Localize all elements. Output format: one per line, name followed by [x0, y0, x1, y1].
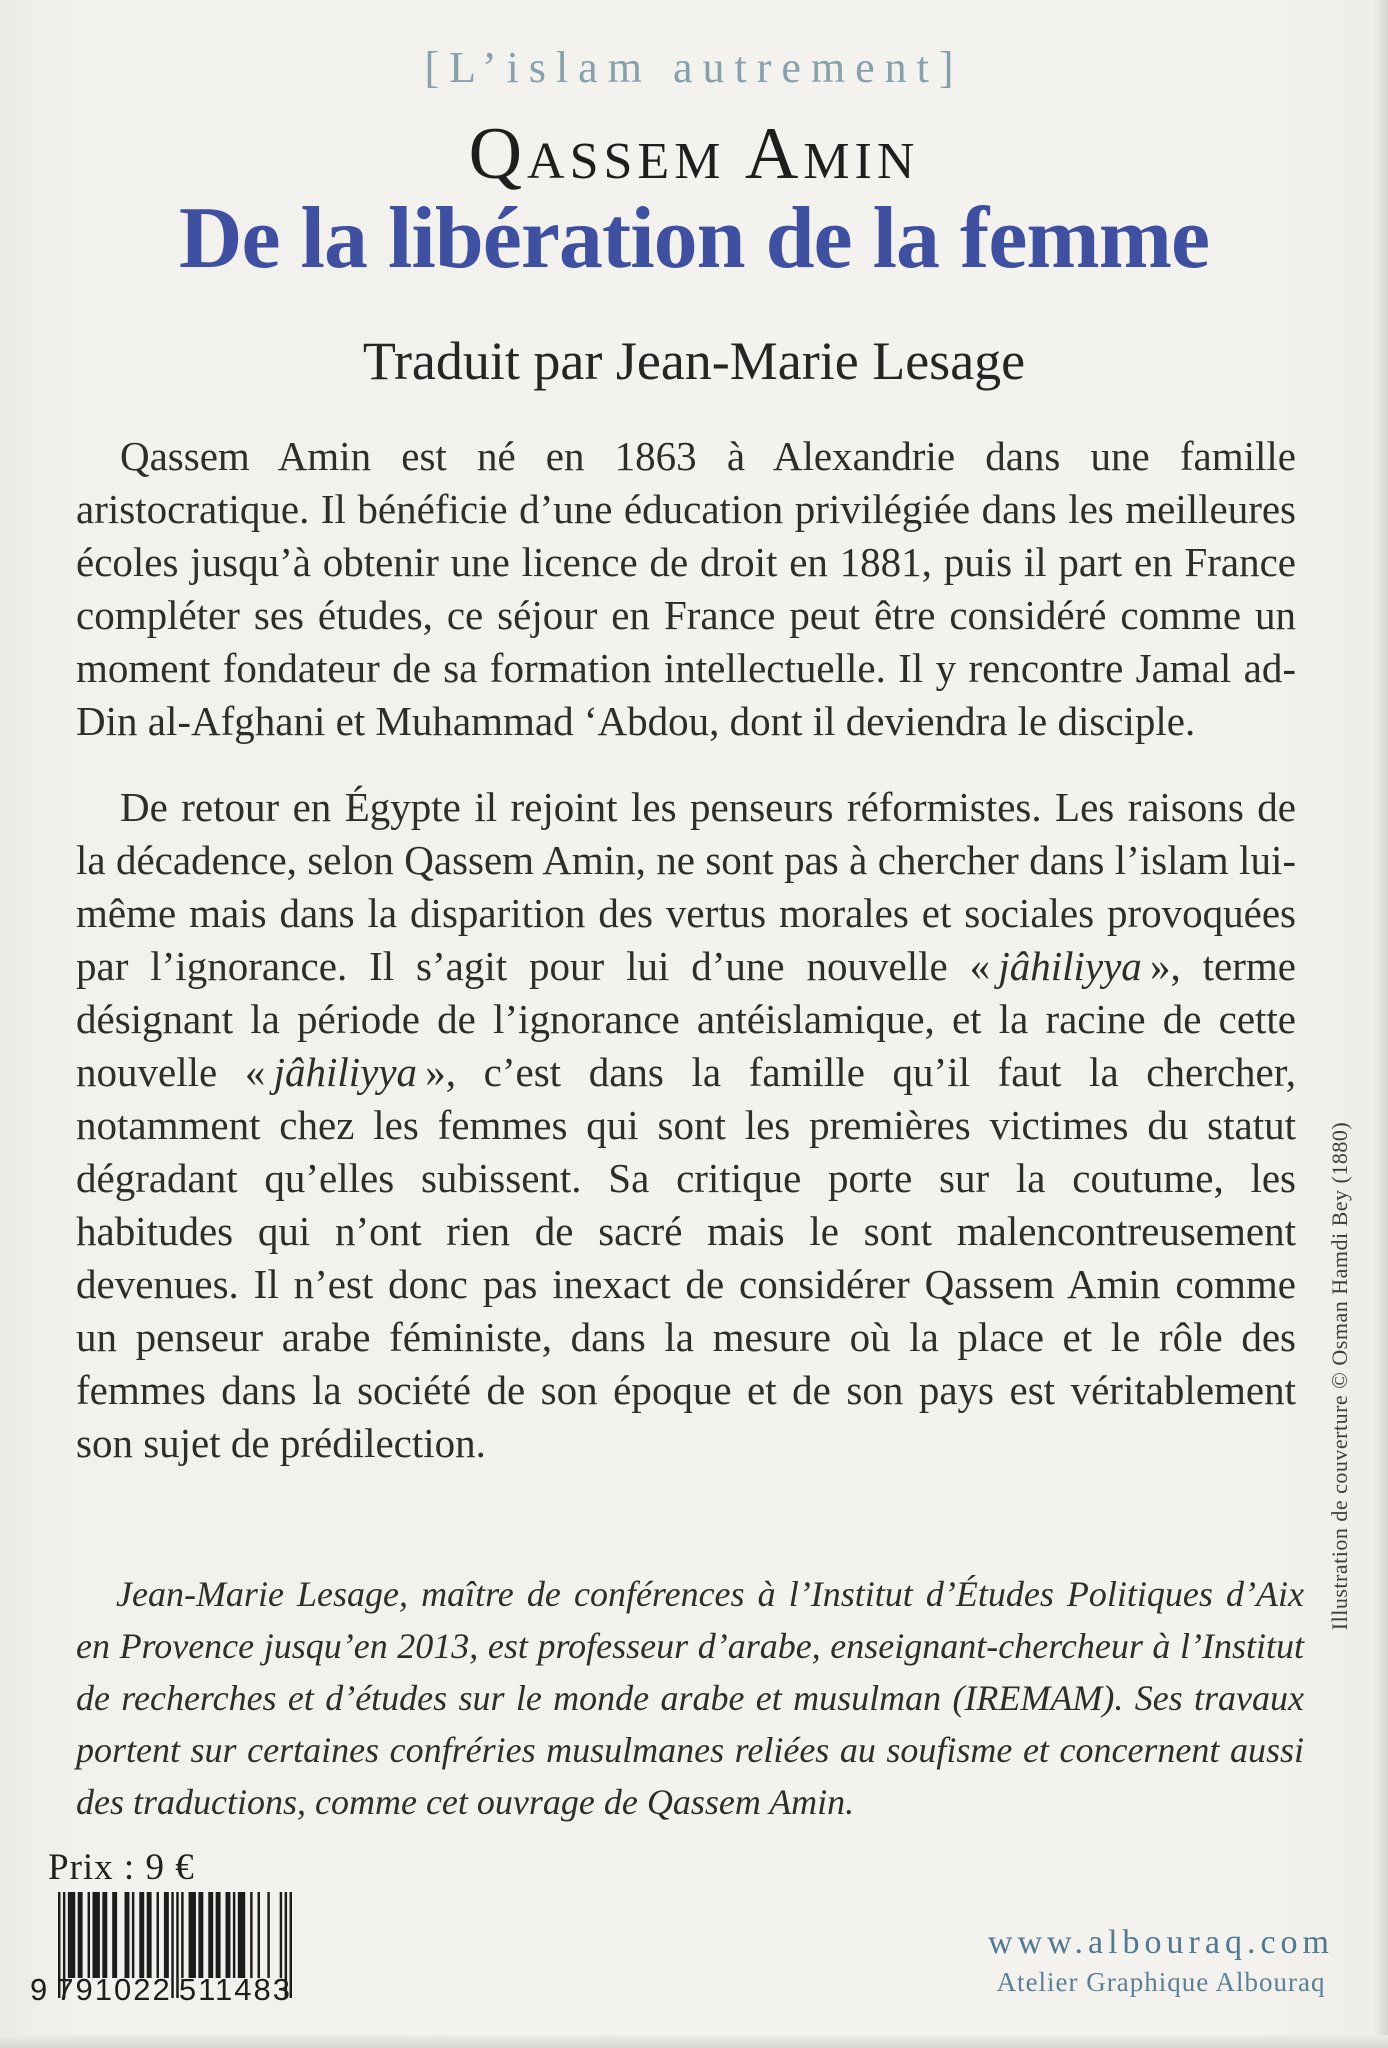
- series-label: [L’islam autrement]: [424, 43, 964, 92]
- translator-bio: [76, 1568, 1304, 1828]
- translator-bio-paragraph: Jean-Marie Lesage, maître de conférences à l’Institut d’Études Politiques d’Aix en Provence jusqu’en 2013, est professeur d’arabe, enseignant-chercheur à l’Institut de recherches et d’études sur le monde arabe et musulman (IREMAM). Ses travaux portent sur certaines confréries musulmanes reliées au soufisme et concernent aussi des traductions, comme cet ouvrage de Qassem Amin.: [76, 1574, 1304, 1822]
- jahiliyya-term: jâhiliyya: [998, 943, 1142, 989]
- back-cover-blurb: [76, 430, 1296, 1470]
- barcode-digits: [30, 1972, 292, 2008]
- author-name: Qassem Amin: [468, 113, 920, 195]
- blurb-paragraph-2: [76, 781, 1296, 1470]
- blurb-paragraph-2-run: », c’est dans la famille qu’il faut la chercher, notamment chez les femmes qui sont les premières victimes du statut dégradant qu’elles subissent. Sa critique porte sur la coutume, les habitudes qui n’ont rien de sacré mais le sont malencontreusement devenues. Il n’est donc pas inexact de considérer Qassem Amin comme un penseur arabe féministe, dans la mesure où la place et le rôle des femmes dans la société de son époque et de son pays est véritablement son sujet de prédilection.: [76, 1049, 1297, 1466]
- barcode-digit-first: 9: [30, 1972, 50, 2007]
- barcode-digit-group2: 511483: [178, 1972, 292, 2007]
- blurb-paragraph-2-run: De retour en Égypte il rejoint les penseurs réformistes. Les raisons de la décadence, selon Qassem Amin, ne sont pas à chercher dans l’islam lui-même mais dans la disparition des vertus morales et sociales provoquées par l’ignorance. Il s’agit pour lui d’une nouvelle «: [76, 784, 1296, 989]
- website-url: www.albouraq.com: [988, 1924, 1334, 1961]
- studio-name: Atelier Graphique Albouraq: [996, 1967, 1326, 1997]
- blurb-paragraph-2-run: », terme désignant la période de l’ignorance antéislamique, et la racine de cette nouvelle «: [76, 943, 1296, 1095]
- jahiliyya-term: jâhiliyya: [273, 1049, 418, 1095]
- translator-line: Traduit par Jean-Marie Lesage: [362, 331, 1026, 391]
- price-label: Prix : 9 €: [48, 1847, 195, 1888]
- cover-illustration-credit: Illustration de couverture © Osman Hamdi Bey (1880): [1327, 1121, 1352, 1631]
- blurb-paragraph-1: Qassem Amin est né en 1863 à Alexandrie dans une famille aristocratique. Il bénéficie d’une éducation privilégiée dans les meilleures écoles jusqu’à obtenir une licence de droit en 1881, puis il part en France compléter ses études, ce séjour en France peut être considéré comme un moment fondateur de sa formation intellectuelle. Il y rencontre Jamal ad-Din al-Afghani et Muhammad ‘Abdou, dont il deviendra le disciple.: [76, 433, 1296, 744]
- publisher-block: [988, 1924, 1334, 1998]
- barcode-digit-group1: 791022: [56, 1972, 172, 2007]
- book-title: De la libération de la femme: [178, 190, 1210, 287]
